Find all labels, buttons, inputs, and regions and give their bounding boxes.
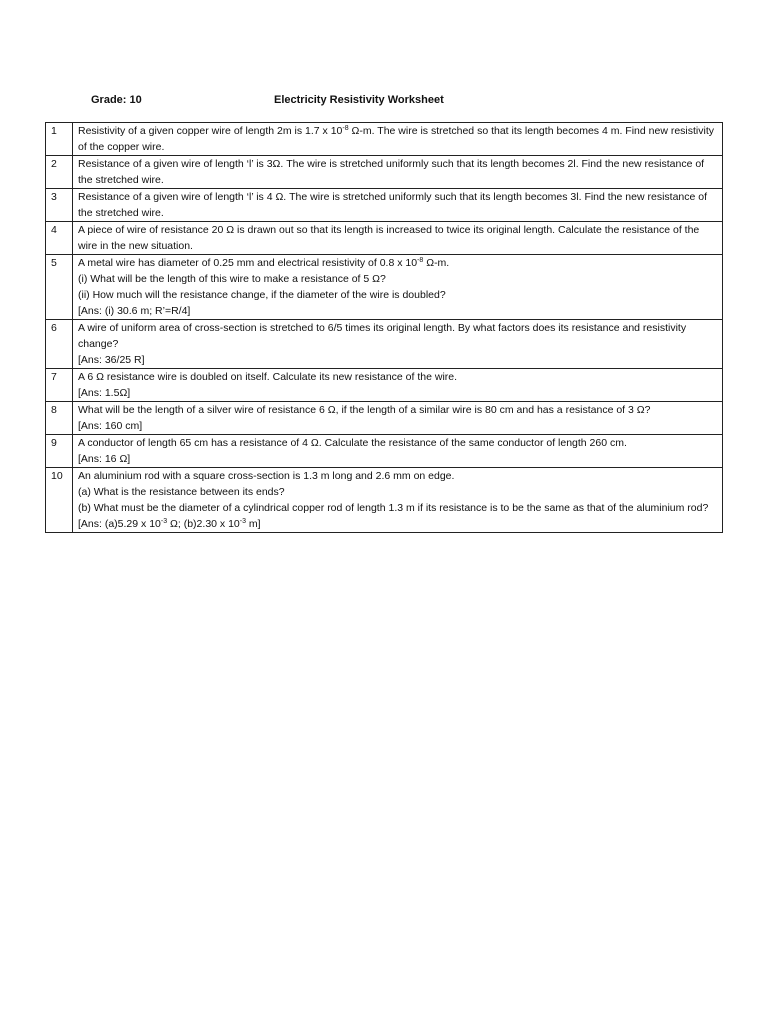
question-row — [46, 123, 723, 156]
line-text: (b) What must be the diameter of a cylindrical copper rod of length 1.3 m if its resistance is to be the same as that of the aluminium rod? — [78, 502, 709, 514]
question-line — [78, 402, 718, 418]
question-line — [78, 500, 718, 516]
question-row — [46, 369, 723, 402]
line-text: A piece of wire of resistance 20 Ω is drawn out so that its length is increased to twice its original length. Calculate the resistance of the wire in the new situation. — [78, 224, 700, 252]
question-text-cell — [73, 189, 723, 222]
question-line — [78, 287, 718, 303]
question-line — [78, 369, 718, 385]
line-text: An aluminium rod with a square cross-section is 1.3 m long and 2.6 mm on edge. — [78, 470, 455, 482]
question-row — [46, 402, 723, 435]
line-text: [Ans: 16 Ω] — [78, 453, 131, 465]
question-number: 4 — [46, 222, 73, 255]
question-number: 7 — [46, 369, 73, 402]
question-line — [78, 385, 718, 401]
worksheet-title: Electricity Resistivity Worksheet — [274, 94, 444, 106]
question-number: 1 — [46, 123, 73, 156]
question-row — [46, 468, 723, 533]
line-text: Resistance of a given wire of length ‘l’ is 3Ω. The wire is stretched uniformly such that its length becomes 2l. Find the new resistance of the stretched wire. — [78, 158, 705, 186]
exponent: -8 — [342, 125, 349, 132]
question-line — [78, 320, 718, 352]
line-text: A conductor of length 65 cm has a resistance of 4 Ω. Calculate the resistance of the same conductor of length 260 cm. — [78, 437, 627, 449]
worksheet-header — [0, 94, 768, 110]
exponent: -3 — [239, 518, 246, 525]
question-number: 9 — [46, 435, 73, 468]
question-text-cell — [73, 255, 723, 320]
question-row — [46, 255, 723, 320]
question-text-cell — [73, 222, 723, 255]
question-line — [78, 271, 718, 287]
question-row — [46, 435, 723, 468]
question-row — [46, 189, 723, 222]
question-line — [78, 468, 718, 484]
line-text: A 6 Ω resistance wire is doubled on itself. Calculate its new resistance of the wire. — [78, 371, 458, 383]
question-line — [78, 451, 718, 467]
line-text: [Ans: (i) 30.6 m; R’=R/4] — [78, 305, 191, 317]
question-line — [78, 189, 718, 221]
question-row — [46, 222, 723, 255]
question-line — [78, 255, 718, 271]
question-text-cell — [73, 402, 723, 435]
question-number: 6 — [46, 320, 73, 369]
questions-table-body — [46, 123, 723, 533]
question-line — [78, 156, 718, 188]
question-text-cell — [73, 468, 723, 533]
question-line — [78, 123, 718, 155]
line-text: (ii) How much will the resistance change, if the diameter of the wire is doubled? — [78, 289, 446, 301]
question-line — [78, 516, 718, 532]
question-line — [78, 303, 718, 319]
question-row — [46, 320, 723, 369]
line-text: [Ans: 160 cm] — [78, 420, 143, 432]
grade-label: Grade: 10 — [91, 94, 142, 106]
line-text: Ω-m. The wire is stretched so that its length becomes 4 m. Find new resistivity of the copper wire. — [78, 125, 714, 153]
question-number: 8 — [46, 402, 73, 435]
line-text: (i) What will be the length of this wire to make a resistance of 5 Ω? — [78, 273, 386, 285]
line-text: [Ans: 1.5Ω] — [78, 387, 131, 399]
question-text-cell — [73, 123, 723, 156]
question-line — [78, 352, 718, 368]
question-text-cell — [73, 369, 723, 402]
question-number: 10 — [46, 468, 73, 533]
question-number: 3 — [46, 189, 73, 222]
line-text: What will be the length of a silver wire of resistance 6 Ω, if the length of a similar wire is 80 cm and has a resistance of 3 Ω? — [78, 404, 651, 416]
question-text-cell — [73, 320, 723, 369]
question-number: 2 — [46, 156, 73, 189]
line-text: A metal wire has diameter of 0.25 mm and electrical resistivity of 0.8 x 10 — [78, 257, 418, 269]
line-text: A wire of uniform area of cross-section is stretched to 6/5 times its original length. By what factors does its resistance and resistivity change? — [78, 322, 687, 350]
line-text: (a) What is the resistance between its ends? — [78, 486, 285, 498]
line-text: m] — [246, 518, 261, 530]
question-line — [78, 435, 718, 451]
questions-table — [45, 122, 723, 533]
line-text: [Ans: 36/25 R] — [78, 354, 145, 366]
line-text: Ω; (b)2.30 x 10 — [167, 518, 240, 530]
question-row — [46, 156, 723, 189]
question-line — [78, 222, 718, 254]
line-text: Resistivity of a given copper wire of length 2m is 1.7 x 10 — [78, 125, 343, 137]
question-text-cell — [73, 435, 723, 468]
question-text-cell — [73, 156, 723, 189]
line-text: [Ans: (a)5.29 x 10 — [78, 518, 161, 530]
question-number: 5 — [46, 255, 73, 320]
line-text: Resistance of a given wire of length ‘l’ is 4 Ω. The wire is stretched uniformly such that its length becomes 3l. Find the new resistance of the stretched wire. — [78, 191, 708, 219]
line-text: Ω-m. — [423, 257, 450, 269]
exponent: -3 — [160, 518, 168, 525]
exponent: -8 — [417, 257, 424, 264]
question-line — [78, 418, 718, 434]
question-line — [78, 484, 718, 500]
